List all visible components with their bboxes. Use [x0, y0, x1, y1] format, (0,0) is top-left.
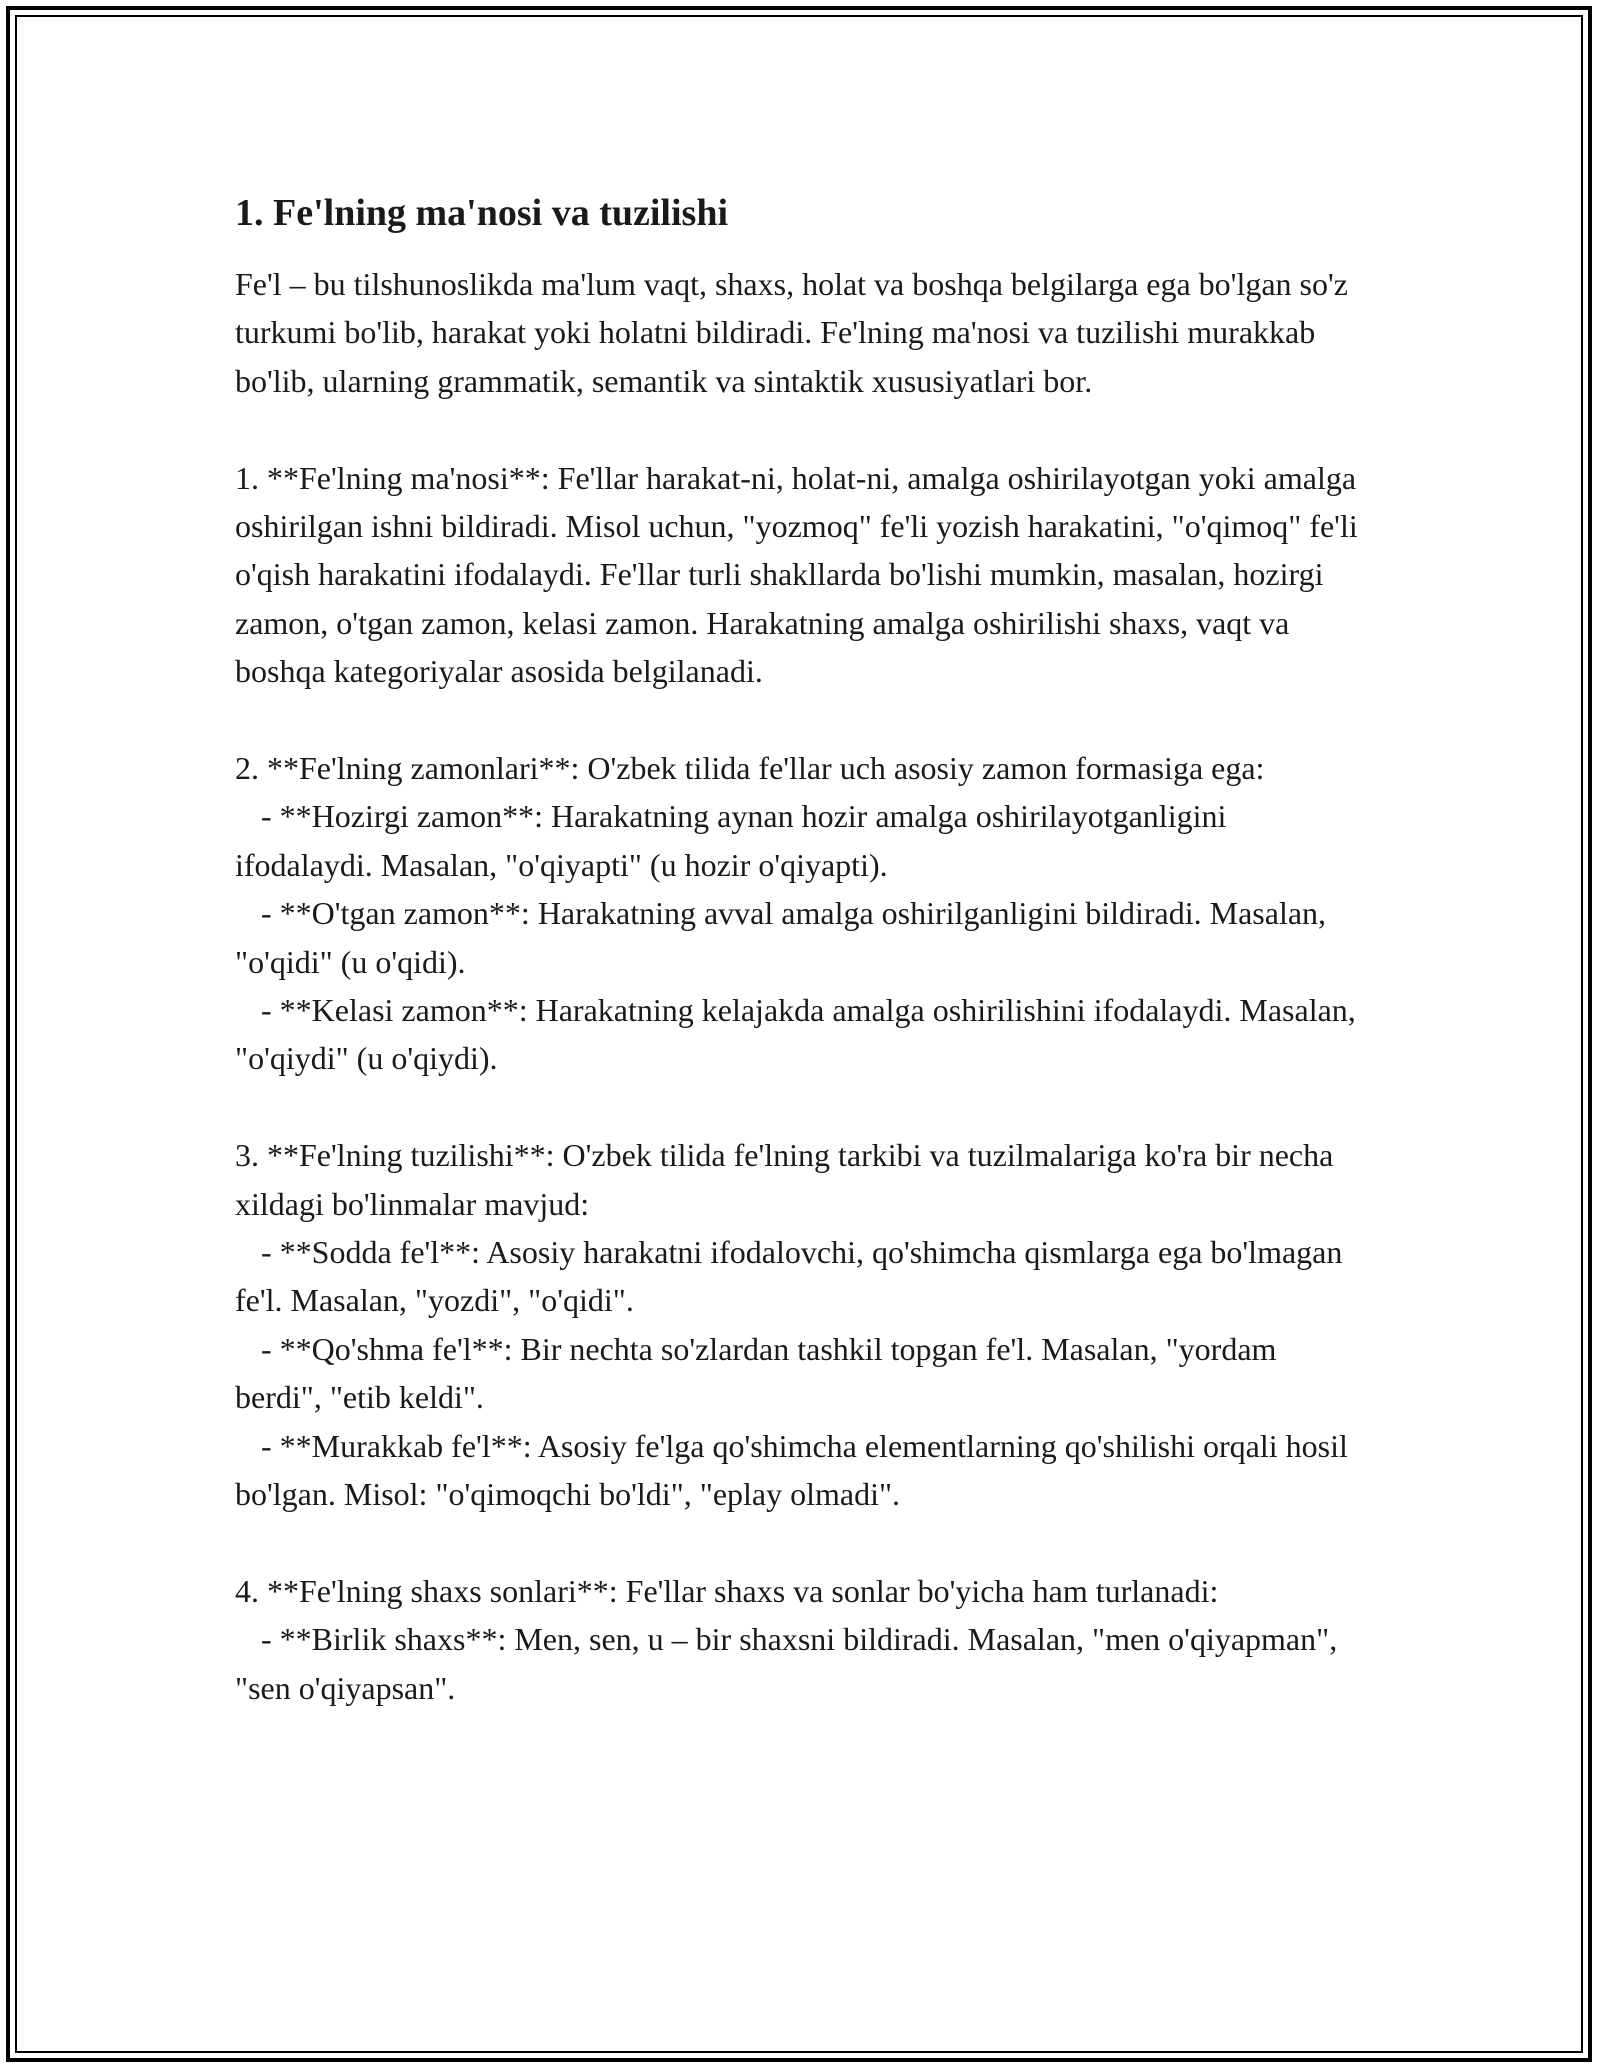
- document-title: 1. Fe'lning ma'nosi va tuzilishi: [235, 192, 729, 234]
- list-item-past-tense: - **O'tgan zamon**: Harakatning avval amalga oshirilganligini bildiradi. Masalan, "o'qidi" (u o'qidi).: [235, 895, 1327, 980]
- paragraph-gap: [235, 1519, 1365, 1567]
- paragraph-gap: [235, 1083, 1365, 1131]
- list-item-complex-verb: - **Murakkab fe'l**: Asosiy fe'lga qo'shimcha elementlarning qo'shilishi orqali hosil bo'lgan. Misol: "o'qimoqchi bo'ldi", "eplay olmadi".: [235, 1427, 1348, 1513]
- section-tenses: [235, 744, 1365, 1083]
- list-item-simple-verb: - **Sodda fe'l**: Asosiy harakatni ifodalovchi, qo'shimcha qismlarga ega bo'lmagan fe'l. Masalan, "yozdi", "o'qidi".: [235, 1234, 1343, 1319]
- paragraph-gap: [235, 696, 1365, 744]
- section-structure: [235, 1131, 1365, 1518]
- list-item-future-tense: - **Kelasi zamon**: Harakatning kelajakda amalga oshirilishini ifodalaydi. Masalan, "o'qiydi" (u o'qiydi).: [235, 992, 1356, 1077]
- section-tenses-text: 2. **Fe'lning zamonlari**: O'zbek tilida fe'llar uch asosiy zamon formasiga ega:: [235, 750, 1265, 787]
- paragraph-gap: [235, 405, 1365, 453]
- list-item-present-tense: - **Hozirgi zamon**: Harakatning aynan hozir amalga oshirilayotganligini ifodalaydi. Masalan, "o'qiyapti" (u hozir o'qiyapti).: [235, 798, 1227, 883]
- list-item-compound-verb: - **Qo'shma fe'l**: Bir nechta so'zlardan tashkil topgan fe'l. Masalan, "yordam berdi", "etib keldi".: [235, 1330, 1277, 1416]
- intro-paragraph: Fe'l – bu tilshunoslikda ma'lum vaqt, shaxs, holat va boshqa belgilarga ega bo'lgan so'z turkumi bo'lib, harakat yoki holatni bildiradi. Fe'lning ma'nosi va tuzilishi murakkab bo'lib, ularning grammatik, semantik va sintaktik xususiyatlari bor.: [235, 266, 1348, 399]
- section-person-number: [235, 1567, 1365, 1712]
- section-meaning-text: 1. **Fe'lning ma'nosi**: Fe'llar harakat-ni, holat-ni, amalga oshirilayotgan yoki amalga oshirilgan ishni bildiradi. Misol uchun, "yozmoq" fe'li yozish harakatini, "o'qimoq" fe'li o'qish harakatini ifodalaydi. Fe'llar turli shakllarda bo'lishi mumkin, masalan, hozirgi zamon, o'tgan zamon, kelasi zamon. Harakatning amalga oshirilishi shaxs, vaqt va boshqa kategoriyalar asosida belgilanadi.: [235, 459, 1358, 690]
- section-person-number-text: 4. **Fe'lning shaxs sonlari**: Fe'llar shaxs va sonlar bo'yicha ham turlanadi:: [235, 1572, 1219, 1609]
- list-item-singular-person: - **Birlik shaxs**: Men, sen, u – bir shaxsni bildiradi. Masalan, "men o'qiyapman", "sen o'qiyapsan".: [235, 1621, 1338, 1706]
- section-meaning: [235, 454, 1365, 696]
- document-body: [235, 188, 1365, 1712]
- section-structure-text: 3. **Fe'lning tuzilishi**: O'zbek tilida fe'lning tarkibi va tuzilmalariga ko'ra bir necha xildagi bo'linmalar mavjud:: [235, 1137, 1334, 1222]
